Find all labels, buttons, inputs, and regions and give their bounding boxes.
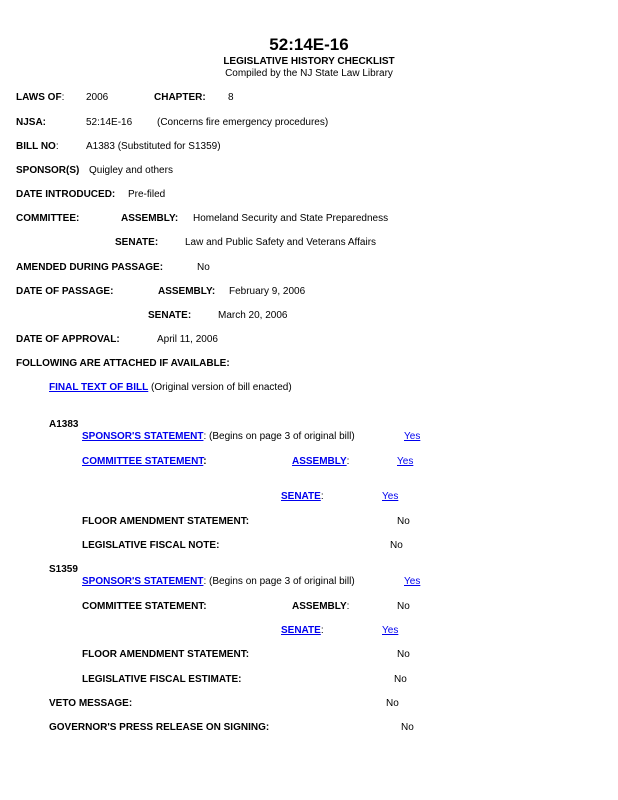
s1359-committee-statement-label: COMMITTEE STATEMENT:: [82, 601, 207, 612]
date-introduced-label: DATE INTRODUCED:: [16, 189, 116, 200]
laws-of-label-row: [16, 93, 64, 103]
njsa-desc: (Concerns fire emergency procedures): [157, 117, 329, 128]
s1359-senate-yes-link[interactable]: Yes: [382, 625, 399, 636]
s1359-senate-row: [281, 626, 324, 636]
sponsors-label: SPONSOR(S): [16, 165, 80, 176]
laws-of-value: 2006: [86, 92, 109, 103]
s1359-floor-amendment-value: No: [397, 649, 410, 660]
a1383-fiscal-note-value: No: [390, 540, 403, 551]
njsa-label: NJSA:: [16, 117, 47, 128]
committee-assembly-value: Homeland Security and State Preparedness: [193, 213, 389, 224]
chapter-value: 8: [228, 92, 234, 103]
passage-senate-value: March 20, 2006: [218, 310, 288, 321]
passage-assembly-value: February 9, 2006: [229, 286, 306, 297]
s1359-floor-amendment-label: FLOOR AMENDMENT STATEMENT:: [82, 649, 250, 660]
a1383-assembly-link[interactable]: ASSEMBLY: [292, 456, 347, 467]
committee-label: COMMITTEE:: [16, 213, 80, 224]
a1383-floor-amendment-value: No: [397, 516, 410, 527]
laws-of-label: LAWS OF: [16, 92, 62, 103]
s1359-fiscal-estimate-label: LEGISLATIVE FISCAL ESTIMATE:: [82, 674, 242, 685]
bill-no-label: BILL NO: [16, 141, 56, 152]
njsa-value: 52:14E-16: [86, 117, 133, 128]
amended-value: No: [197, 262, 210, 273]
committee-senate-label: SENATE:: [115, 237, 159, 248]
s1359-senate-link[interactable]: SENATE: [281, 625, 321, 636]
final-text-link[interactable]: FINAL TEXT OF BILL: [49, 382, 149, 393]
date-of-passage-label: DATE OF PASSAGE:: [16, 286, 114, 297]
press-release-value: No: [401, 722, 414, 733]
a1383-committee-statement-row: [82, 457, 207, 467]
veto-message-label: VETO MESSAGE:: [49, 698, 133, 709]
a1383-sponsor-statement-link[interactable]: SPONSOR'S STATEMENT: [82, 431, 204, 442]
a1383-label: A1383: [49, 419, 79, 430]
bill-no-value: A1383 (Substituted for S1359): [86, 141, 221, 152]
bill-no-colon: :: [55, 141, 59, 152]
chapter-label: CHAPTER:: [154, 92, 206, 103]
s1359-senate-colon: :: [320, 625, 324, 636]
attached-heading: FOLLOWING ARE ATTACHED IF AVAILABLE:: [16, 358, 230, 369]
a1383-assembly-colon: :: [346, 456, 350, 467]
a1383-assembly-row: [292, 457, 349, 467]
s1359-sponsor-statement-yes-link[interactable]: Yes: [404, 576, 421, 587]
s1359-label: S1359: [49, 564, 78, 575]
page-title: 52:14E-16: [269, 35, 349, 54]
committee-assembly-label: ASSEMBLY:: [121, 213, 179, 224]
s1359-sponsor-statement-link[interactable]: SPONSOR'S STATEMENT: [82, 576, 204, 587]
bill-no-label-row: [16, 142, 59, 152]
date-of-approval-label: DATE OF APPROVAL:: [16, 334, 120, 345]
laws-of-colon: :: [61, 92, 65, 103]
date-introduced-value: Pre-filed: [128, 189, 166, 200]
a1383-sponsor-statement-yes-link[interactable]: Yes: [404, 431, 421, 442]
final-text-desc: (Original version of bill enacted): [151, 382, 292, 393]
a1383-assembly-yes-link[interactable]: Yes: [397, 456, 414, 467]
press-release-label: GOVERNOR'S PRESS RELEASE ON SIGNING:: [49, 722, 270, 733]
a1383-committee-colon: :: [203, 456, 207, 467]
a1383-senate-link[interactable]: SENATE: [281, 491, 321, 502]
date-of-approval-value: April 11, 2006: [157, 334, 218, 345]
passage-assembly-label: ASSEMBLY:: [158, 286, 216, 297]
s1359-assembly-colon: :: [346, 601, 350, 612]
a1383-sponsor-statement-row: [82, 432, 355, 442]
a1383-committee-statement-link[interactable]: COMMITTEE STATEMENT: [82, 456, 204, 467]
sponsors-value: Quigley and others: [89, 165, 173, 176]
a1383-floor-amendment-label: FLOOR AMENDMENT STATEMENT:: [82, 516, 250, 527]
s1359-fiscal-estimate-value: No: [394, 674, 407, 685]
amended-label: AMENDED DURING PASSAGE:: [16, 262, 164, 273]
passage-senate-label: SENATE:: [148, 310, 192, 321]
a1383-sponsor-statement-desc: : (Begins on page 3 of original bill): [203, 431, 355, 442]
committee-senate-value: Law and Public Safety and Veterans Affairs: [185, 237, 377, 248]
a1383-senate-colon: :: [320, 491, 324, 502]
compiled-by: Compiled by the NJ State Law Library: [225, 68, 393, 79]
a1383-fiscal-note-label: LEGISLATIVE FISCAL NOTE:: [82, 540, 220, 551]
s1359-sponsor-statement-desc: : (Begins on page 3 of original bill): [203, 576, 355, 587]
veto-message-value: No: [386, 698, 399, 709]
page-subtitle: LEGISLATIVE HISTORY CHECKLIST: [223, 56, 395, 67]
s1359-sponsor-statement-row: [82, 577, 355, 587]
a1383-senate-yes-link[interactable]: Yes: [382, 491, 399, 502]
s1359-assembly-label: ASSEMBLY: [292, 601, 347, 612]
a1383-senate-row: [281, 492, 324, 502]
final-text-row: [49, 383, 292, 393]
s1359-assembly-value: No: [397, 601, 410, 612]
s1359-assembly-row: [292, 602, 349, 612]
